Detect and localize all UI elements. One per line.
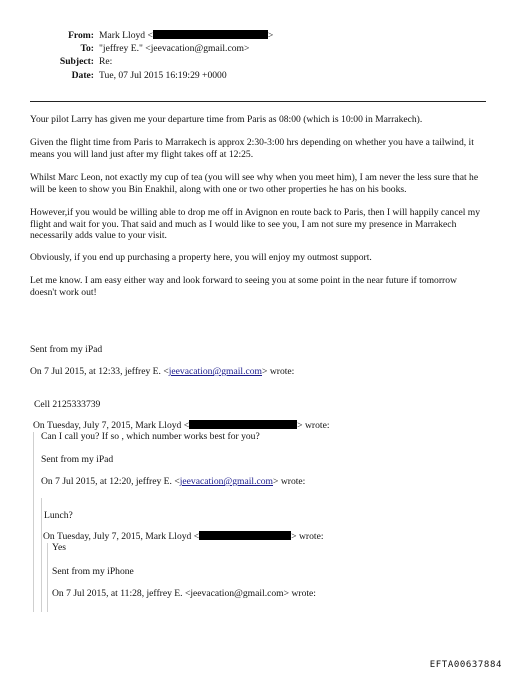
quote-header-prefix: On 7 Jul 2015, at 12:33, jeffrey E. < — [30, 366, 169, 377]
body-paragraph: Your pilot Larry has given me your departure time from Paris as 08:00 (which is 10:00 in Marrakech). — [30, 114, 423, 125]
body-paragraph: Whilst Marc Leon, not exactly my cup of tea (you will see why when you meet him), I am never the less sure that he will be keen to show you Bin Enakhil, along with one or two other properties he has on his books. — [30, 172, 479, 195]
subject-label: Subject: — [59, 56, 94, 67]
quote-bar — [33, 432, 34, 612]
signature: Sent from my iPad — [30, 344, 103, 355]
quote-header — [30, 366, 294, 378]
body-paragraph: Given the flight time from Paris to Marrakech is approx 2:30-3:00 hrs depending on whether you have a tailwind, it means you will land just after my flight takes off at 12:25. — [30, 137, 474, 160]
signature: Sent from my iPad — [41, 454, 114, 465]
body-paragraph: Let me know. I am easy either way and look forward to seeing you at some point in the near future if tomorrow doesn't work out! — [30, 275, 457, 298]
document-id: EFTA00637884 — [429, 660, 502, 670]
header-divider — [30, 101, 486, 102]
to-label: To: — [80, 43, 94, 54]
email-link[interactable]: jeevacation@gmail.com — [168, 366, 263, 377]
quoted-text: Lunch? — [44, 510, 73, 521]
quote-header — [33, 420, 330, 432]
quoted-text: Can I call you? If so , which number works best for you? — [41, 431, 260, 442]
email-link[interactable]: jeevacation@gmail.com — [179, 476, 274, 487]
signature: Sent from my iPhone — [52, 566, 134, 577]
body-paragraph: Obviously, if you end up purchasing a property here, you will enjoy my outmost support. — [30, 252, 372, 263]
redaction-box — [153, 30, 268, 39]
quote-header: On 7 Jul 2015, at 11:28, jeffrey E. <jeevacation@gmail.com> wrote: — [52, 588, 316, 599]
redaction-box — [199, 531, 291, 540]
redaction-box — [189, 420, 297, 429]
date-label: Date: — [71, 70, 94, 81]
body-paragraph: However,if you would be willing able to drop me off in Avignon en route back to Paris, then I will happily cancel my flight and wait for you. That said and much as I would like to see you, I am not sure my presence in Marrakech necessarily adds value to your visit. — [30, 207, 481, 242]
quote-header-prefix: On 7 Jul 2015, at 12:20, jeffrey E. < — [41, 476, 180, 487]
from-name: Mark Lloyd < — [99, 30, 153, 41]
quote-header-suffix: > wrote: — [291, 531, 324, 542]
quote-header-suffix: > wrote: — [297, 420, 330, 431]
quote-header — [43, 531, 324, 543]
from-suffix: > — [267, 30, 274, 41]
quote-header-suffix: > wrote: — [262, 366, 295, 377]
quote-bar — [47, 543, 48, 612]
quoted-text: Yes — [52, 542, 66, 553]
cell-number: Cell 2125333739 — [34, 399, 101, 410]
quote-header-prefix: On Tuesday, July 7, 2015, Mark Lloyd < — [43, 531, 200, 542]
quote-header-suffix: > wrote: — [273, 476, 306, 487]
to-value: "jeffrey E." <jeevacation@gmail.com> — [99, 43, 250, 54]
from-label: From: — [68, 30, 94, 41]
date-value: Tue, 07 Jul 2015 16:19:29 +0000 — [99, 70, 227, 81]
quote-header-prefix: On Tuesday, July 7, 2015, Mark Lloyd < — [33, 420, 190, 431]
subject-value: Re: — [99, 56, 113, 67]
quote-header — [41, 476, 305, 488]
quote-bar — [41, 498, 42, 612]
from-value — [99, 30, 273, 42]
